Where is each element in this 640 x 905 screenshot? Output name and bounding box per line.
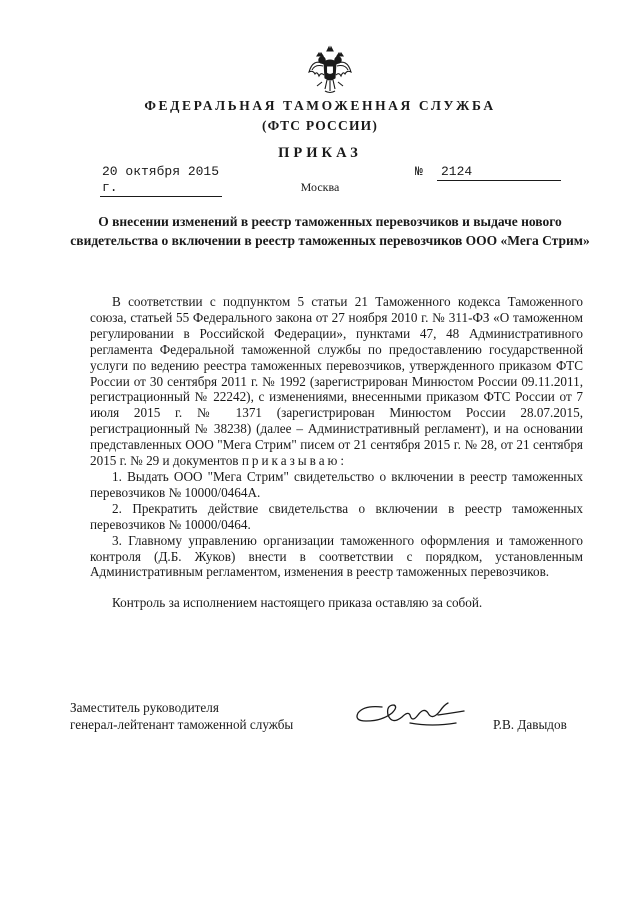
russian-coat-of-arms-icon [305, 44, 355, 96]
control-paragraph: Контроль за исполнением настоящего приказа оставляю за собой. [112, 595, 483, 611]
signer-name: Р.В. Давыдов [493, 717, 567, 732]
order-item-1: 1. Выдать ООО "Мега Стрим" свидетельство о включении в реестр таможенных перевозчиков № 10000/0464А. [90, 468, 583, 500]
document-type: ПРИКАЗ [278, 145, 362, 161]
handwritten-signature [352, 697, 480, 731]
signer-position [70, 699, 293, 733]
organization-name: ФЕДЕРАЛЬНАЯ ТАМОЖЕННАЯ СЛУЖБА [144, 98, 496, 113]
order-item-2: 2. Прекратить действие свидетельства о включении в реестр таможенных перевозчиков № 10000/0464. [90, 500, 583, 532]
signer-position-line-2: генерал-лейтенант таможенной службы [70, 717, 294, 732]
order-word: приказываю: [241, 453, 348, 469]
order-subject: О внесении изменений в реестр таможенных перевозчиков и выдаче нового свидетельства о включении в реестр таможенных перевозчиков ООО «Мега Стрим» [70, 214, 590, 248]
signer-position-line-1: Заместитель руководителя [70, 700, 219, 715]
order-city: Москва [300, 180, 340, 194]
preamble-text: В соответствии с подпунктом 5 статьи 21 Таможенного кодекса Таможенного союза, статьей 55 Федерального закона от 27 ноября 2010 г. № 311-ФЗ «О таможенном регулировании в Российской Федерации», пунктами 47, 48 Административного регламента Федеральной таможенной службы по предоставлению государственной услуги по ведению реестра таможенных перевозчиков, утвержденного приказом ФТС России от 30 сентября 2011 г. № 1992 (зарегистрирован Минюстом России 09.11.2011, регистрационный № 22242), с изменениями, внесенными приказом ФТС России от 7 июля 2015 г. № 1371 (зарегистрирован Минюстом России 28.07.2015, регистрационный № 38238) (далее – Административный регламент), и на основании представленных ООО "Мега Стрим" писем от 21 сентября 2015 г. № 28, от 21 сентября 2015 г. № 29 и документов [90, 294, 583, 469]
order-number: 2124 [437, 164, 561, 181]
order-date: 20 октября 2015 г. [100, 164, 222, 197]
order-item-3: 3. Главному управлению организации таможенного оформления и таможенного контроля (Д.Б. Жуков) внести в соответствии с порядком, установленным Административным регламентом, изменения в реестр таможенных перевозчиков. [90, 532, 583, 580]
organization-short-name: (ФТС РОССИИ) [261, 118, 379, 133]
preamble-paragraph [90, 294, 583, 469]
order-body [90, 294, 583, 611]
order-number-sign: № [415, 164, 423, 179]
